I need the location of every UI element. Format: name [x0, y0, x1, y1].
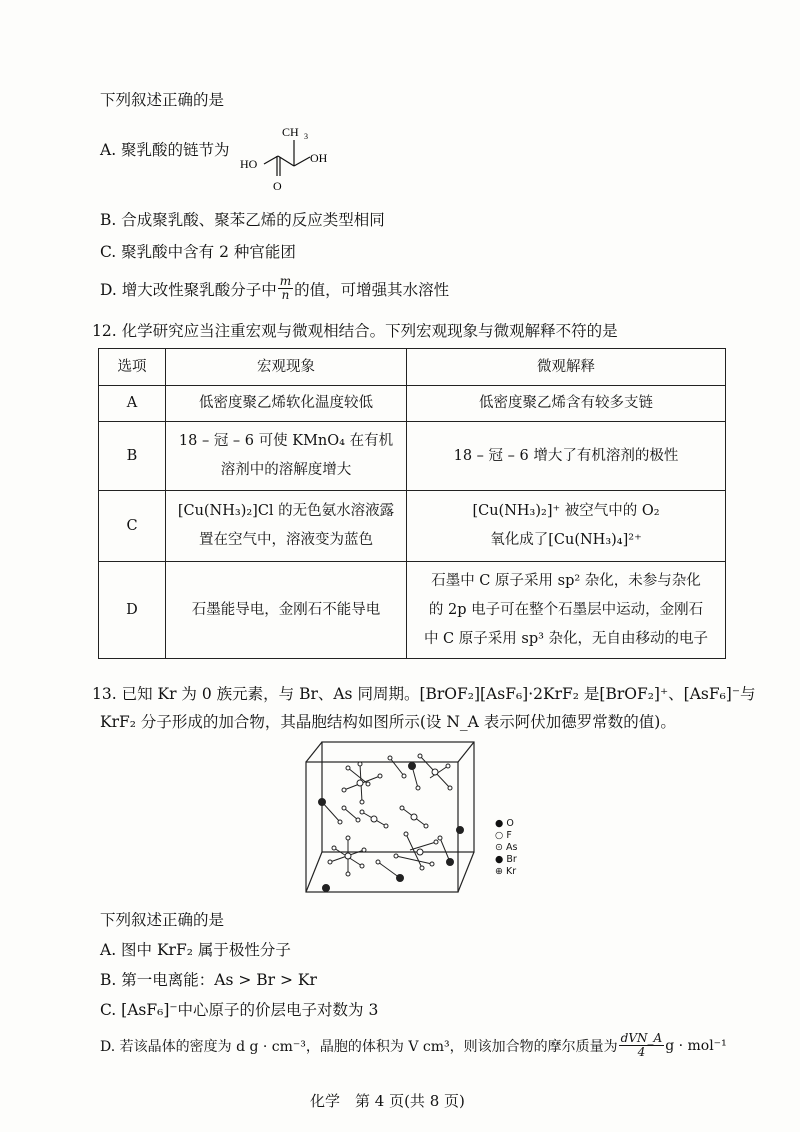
q11-option-c: C. 聚乳酸中含有 2 种官能团: [100, 243, 296, 261]
q11-option-a: A. 聚乳酸的链节为: [100, 141, 230, 159]
page-footer: 化学 第 4 页(共 8 页): [310, 1092, 465, 1110]
table-row: [99, 386, 726, 422]
q13-stem-line1: 13. 已知 Kr 为 0 族元素，与 Br、As 同周期。[BrOF₂][AsF₆]·2KrF₂ 是[BrOF₂]⁺、[AsF₆]⁻与: [92, 685, 756, 703]
q11-d-prefix: D. 增大改性聚乳酸分子中: [100, 280, 277, 299]
q13-option-d: [100, 1032, 727, 1059]
ho-label: HO: [240, 157, 258, 171]
q13-option-b: B. 第一电离能：As > Br > Kr: [100, 971, 317, 989]
q13-d-prefix: D. 若该晶体的密度为 d g · cm⁻³，晶胞的体积为 V cm³，则该加合物的摩尔质量为: [100, 1038, 618, 1055]
table-row: [99, 562, 726, 659]
q13-option-c: C. [AsF₆]⁻中心原子的价层电子对数为 3: [100, 1001, 379, 1019]
legend-kr: ⊕ Kr: [495, 866, 517, 877]
q11-d-suffix: 的值，可增强其水溶性: [294, 280, 450, 299]
ch3-subscript: 3: [304, 132, 308, 141]
row-option: C: [99, 491, 166, 562]
diagram-legend: [495, 818, 517, 878]
row-macro: 石墨能导电，金刚石不能导电: [166, 562, 407, 659]
q11-option-d: [100, 275, 449, 302]
row-micro: 低密度聚乙烯含有较多支链: [407, 386, 726, 422]
legend-as: ⊙ As: [495, 842, 518, 853]
header-macro: 宏观现象: [166, 349, 407, 386]
filled-dot-icon: ●: [495, 818, 504, 829]
row-micro: [Cu(NH₃)₂]⁺ 被空气中的 O₂ 氧化成了[Cu(NH₃)₄]²⁺: [407, 491, 726, 562]
fraction-denominator: 4: [637, 1045, 646, 1059]
q13-stem-line2: KrF₂ 分子形成的加合物，其晶胞结构如图所示(设 N_A 表示阿伏加德罗常数的值)。: [100, 713, 676, 731]
q13-d-suffix: g · mol⁻¹: [665, 1037, 727, 1054]
row-macro: 18 – 冠 – 6 可使 KMnO₄ 在有机 溶剂中的溶解度增大: [166, 422, 407, 491]
legend-br: ● Br: [495, 854, 517, 865]
legend-f: ○ F: [495, 830, 512, 841]
m-over-n-fraction: [278, 275, 293, 302]
row-option: A: [99, 386, 166, 422]
row-macro: [Cu(NH₃)₂]Cl 的无色氨水溶液露 置在空气中，溶液变为蓝色: [166, 491, 407, 562]
q13-intro: 下列叙述正确的是: [100, 911, 225, 929]
fraction-numerator: m: [279, 274, 292, 288]
row-macro: 低密度聚乙烯软化温度较低: [166, 386, 407, 422]
q11-intro: 下列叙述正确的是: [100, 91, 225, 109]
table-row: [99, 491, 726, 562]
legend-o: ● O: [495, 818, 514, 829]
q12-table: [98, 348, 726, 659]
row-micro: 石墨中 C 原子采用 sp² 杂化，未参与杂化 的 2p 电子可在整个石墨层中运动，金刚石 中 C 原子采用 sp³ 杂化，无自由移动的电子: [407, 562, 726, 659]
q11-option-b: B. 合成聚乳酸、聚苯乙烯的反应类型相同: [100, 211, 385, 229]
open-dot-icon: ○: [495, 830, 504, 841]
header-micro: 微观解释: [407, 349, 726, 386]
row-option: B: [99, 422, 166, 491]
bonds: [322, 756, 450, 878]
q13-option-a: A. 图中 KrF₂ 属于极性分子: [100, 941, 291, 959]
oh-label: OH: [310, 151, 328, 165]
molar-mass-fraction: [619, 1032, 665, 1059]
row-option: D: [99, 562, 166, 659]
circled-plus-icon: ⊕: [495, 866, 503, 877]
fraction-numerator: dVN_A: [620, 1031, 663, 1045]
lactic-acid-structure: [236, 120, 346, 200]
table-row: [99, 422, 726, 491]
large-filled-dot-icon: ●: [495, 854, 504, 865]
dotted-circle-icon: ⊙: [495, 842, 503, 853]
q12-stem: 12. 化学研究应当注重宏观与微观相结合。下列宏观现象与微观解释不符的是: [92, 322, 618, 340]
header-option: 选项: [99, 349, 166, 386]
o-label: O: [273, 179, 282, 193]
row-micro: 18 – 冠 – 6 增大了有机溶剂的极性: [407, 422, 726, 491]
fraction-denominator: n: [281, 288, 290, 302]
ch3-label: CH: [282, 125, 299, 139]
